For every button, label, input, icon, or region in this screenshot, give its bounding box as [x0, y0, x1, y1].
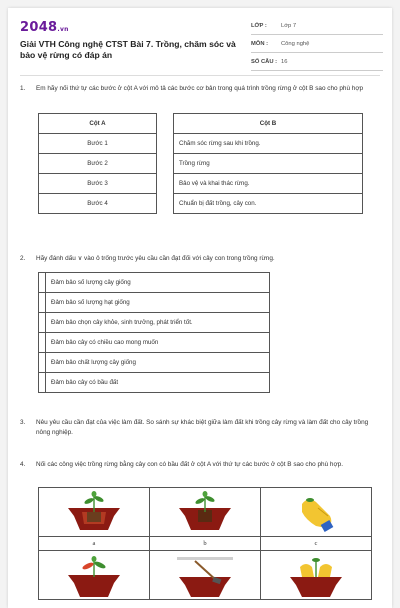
checklist-label: Đảm bảo số lượng cây giống — [46, 273, 270, 293]
question-1 — [20, 84, 376, 94]
meta-value: 16 — [281, 58, 288, 65]
checklist-row — [39, 333, 270, 353]
logo-text: 2048 — [20, 20, 58, 35]
meta-row-subject — [251, 35, 383, 53]
checklist-label: Đảm bảo chọn cây khỏe, sinh trưởng, phát triển tốt. — [46, 313, 270, 333]
table-cell: Bước 4 — [39, 194, 157, 214]
checklist-row — [39, 293, 270, 313]
checklist-label: Đảm bảo số lượng hạt giống — [46, 293, 270, 313]
site-logo[interactable] — [20, 20, 69, 35]
checkbox[interactable] — [39, 273, 46, 293]
question-3 — [20, 418, 376, 438]
gloved-hand-illustration — [286, 490, 346, 534]
checklist-table — [38, 272, 270, 393]
image-cell-d — [39, 551, 150, 600]
checkbox[interactable] — [39, 333, 46, 353]
table-header: Cột A — [39, 114, 157, 134]
image-label: c — [261, 537, 372, 551]
question-2 — [20, 254, 376, 264]
table-cell: Bảo vệ và khai thác rừng. — [174, 174, 363, 194]
table-cell: Trồng rừng — [174, 154, 363, 174]
seedling-in-pit-illustration — [64, 490, 124, 534]
planted-seedling-illustration — [175, 490, 235, 534]
table-cell: Chuẩn bị đất trồng, cây con. — [174, 194, 363, 214]
image-label: a — [39, 537, 150, 551]
question-number: 2. — [20, 255, 26, 262]
question-4 — [20, 460, 376, 470]
meta-key: LỚP : — [251, 22, 267, 29]
question-text: Nêu yêu cầu cần đạt của việc làm đất. So sánh sự khác biệt giữa làm đất khi trồng cây rừng và làm đất cho cây trồng nông nghiệp. — [36, 419, 369, 436]
checkbox[interactable] — [39, 353, 46, 373]
checklist-row — [39, 313, 270, 333]
image-cell-f — [261, 551, 372, 600]
image-cell-c — [261, 488, 372, 537]
meta-row-grade — [251, 17, 383, 35]
document-page — [8, 8, 392, 608]
image-cell-a — [39, 488, 150, 537]
checkbox[interactable] — [39, 313, 46, 333]
checklist-label: Đảm bảo chất lượng cây giống — [46, 353, 270, 373]
question-text: Hãy đánh dấu ∨ vào ô trống trước yêu cầu cần đạt đối với cây con trong trồng rừng. — [36, 255, 275, 262]
meta-row-count — [251, 53, 383, 71]
table-column-a — [38, 113, 157, 214]
illustration-table — [38, 487, 372, 600]
image-cell-e — [150, 551, 261, 600]
digging-hoe-illustration — [175, 553, 235, 597]
checklist-row — [39, 273, 270, 293]
meta-value: Lớp 7 — [281, 22, 297, 29]
page-title: Giải VTH Công nghệ CTST Bài 7. Trồng, chăm sóc và bảo vệ rừng có đáp án — [20, 39, 236, 60]
meta-key: MÔN : — [251, 40, 269, 47]
question-number: 1. — [20, 85, 26, 92]
meta-info — [251, 17, 383, 71]
meta-key: SỐ CÂU : — [251, 58, 278, 65]
image-cell-b — [150, 488, 261, 537]
hands-planting-illustration — [286, 553, 346, 597]
image-label: b — [150, 537, 261, 551]
table-cell: Chăm sóc rừng sau khi trồng. — [174, 134, 363, 154]
meta-value: Công nghệ — [281, 40, 310, 47]
checklist-label: Đảm bảo cây có bầu đất — [46, 373, 270, 393]
question-number: 3. — [20, 419, 26, 426]
table-cell: Bước 3 — [39, 174, 157, 194]
checklist-row — [39, 353, 270, 373]
checkbox[interactable] — [39, 373, 46, 393]
checklist-row — [39, 373, 270, 393]
question-text: Nối các công việc trồng rừng bằng cây con có bầu đất ở cột A với thứ tự các bước ở cột B sao cho phù hợp. — [36, 461, 343, 468]
checkbox[interactable] — [39, 293, 46, 313]
seedling-with-soil-illustration — [64, 553, 124, 597]
table-header: Cột B — [174, 114, 363, 134]
table-column-b — [173, 113, 363, 214]
logo-suffix: .vn — [57, 26, 69, 33]
checklist-label: Đảm bảo cây có chiều cao mong muốn — [46, 333, 270, 353]
question-number: 4. — [20, 461, 26, 468]
question-text: Em hãy nối thứ tự các bước ở cột A với mô tả các bước cơ bản trong quá trình trồng rừng ở cột B sao cho phù hợp — [36, 85, 364, 92]
table-cell: Bước 1 — [39, 134, 157, 154]
header-divider — [20, 75, 380, 76]
table-cell: Bước 2 — [39, 154, 157, 174]
